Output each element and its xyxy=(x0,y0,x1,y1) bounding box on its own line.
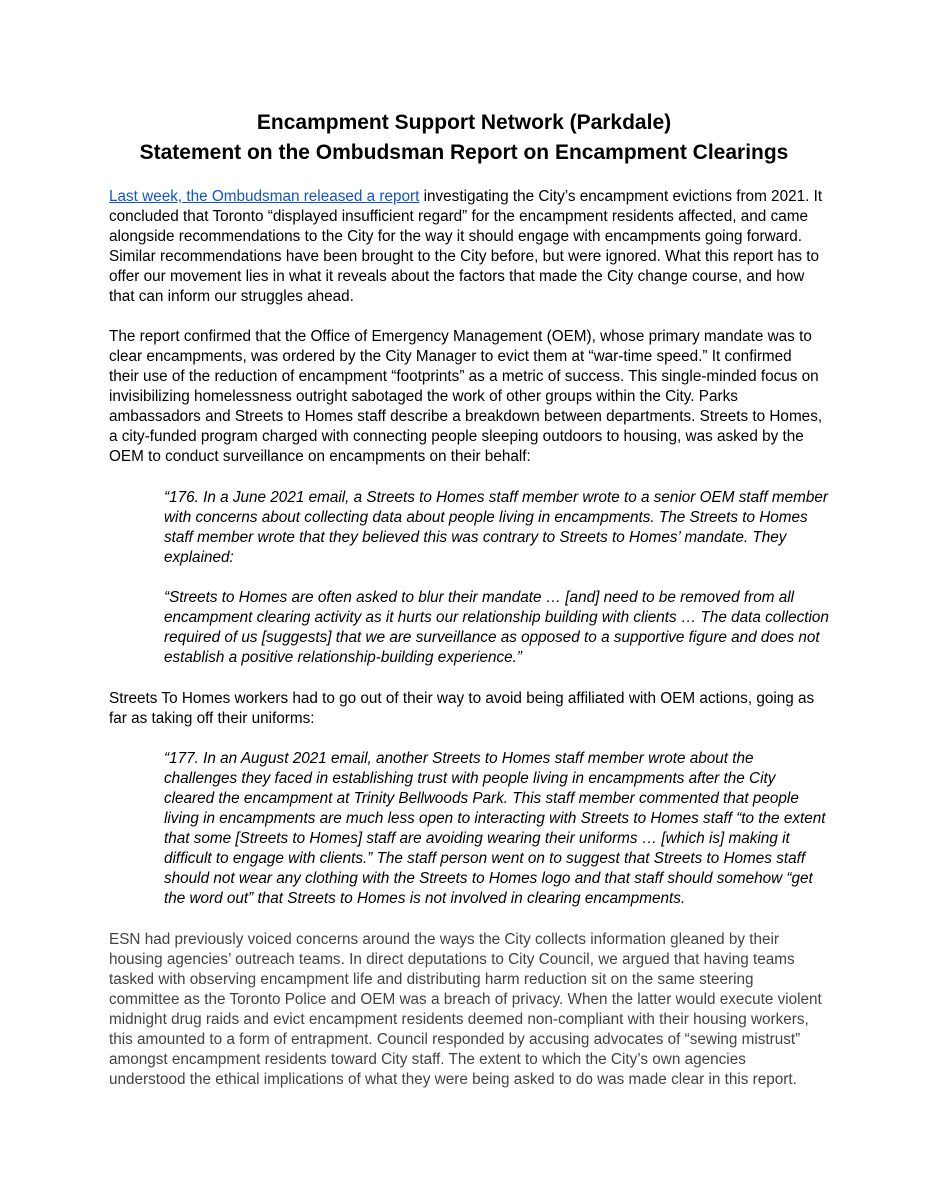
quote-177: “177. In an August 2021 email, another Streets to Homes staff member wrote about the challenges they faced in establishing trust with people living in encampments after the City cleared the encampment at Trinity Bellwoods Park. This staff member commented that people living in encampments are much less open to interacting with Streets to Homes staff “to the extent that some [Streets to Homes] staff are avoiding wearing their uniforms … [which is] making it difficult to engage with clients.” The staff person went on to suggest that Streets to Homes staff should not wear any clothing with the Streets to Homes logo and that staff should somehow “get the word out” that Streets to Homes is not involved in clearing encampments. xyxy=(164,750,826,907)
ombudsman-report-link[interactable]: Last week, the Ombudsman released a report xyxy=(109,188,420,205)
paragraph-esn-concerns: ESN had previously voiced concerns around the ways the City collects information gleaned by their housing agencies’ outreach teams. In direct deputations to City Council, we argued that having teams tasked with observing encampment life and distributing harm reduction sit on the same steering committee as the Toronto Police and OEM was a breach of privacy. When the latter would execute violent midnight drug raids and evict encampment residents deemed non-compliant with their housing workers, this amounted to a form of entrapment. Council responded by accusing advocates of “sewing mistrust” amongst encampment residents toward City staff. The extent to which the City’s own agencies understood the ethical implications of what they were being asked to do was made clear in this report. xyxy=(109,931,822,1088)
paragraph-uniforms: Streets To Homes workers had to go out of their way to avoid being affiliated with OEM actions, going as far as taking off their uniforms: xyxy=(109,690,815,727)
title-line-2: Statement on the Ombudsman Report on Encampment Clearings xyxy=(139,141,789,164)
title-line-1: Encampment Support Network (Parkdale) xyxy=(256,111,672,134)
document-title xyxy=(0,108,928,168)
paragraph-intro xyxy=(109,187,824,307)
quote-176-email: “Streets to Homes are often asked to blur their mandate … [and] need to be removed from all encampment clearing activity as it hurts our relationship building with clients … The data collection required of us [suggests] that we are surveillance as opposed to a supportive figure and does not establish a positive relationship-building experience.” xyxy=(164,589,829,666)
paragraph-oem: The report confirmed that the Office of Emergency Management (OEM), whose primary mandate was to clear encampments, was ordered by the City Manager to evict them at “war-time speed.” It confirmed their use of the reduction of encampment “footprints” as a metric of success. This single-minded focus on invisibilizing homelessness outright sabotaged the work of other groups within the City. Parks ambassadors and Streets to Homes staff describe a breakdown between departments. Streets to Homes, a city-funded program charged with connecting people sleeping outdoors to housing, was asked by the OEM to conduct surveillance on encampments on their behalf: xyxy=(109,328,823,465)
quote-176: “176. In a June 2021 email, a Streets to Homes staff member wrote to a senior OEM staff member with concerns about collecting data about people living in encampments. The Streets to Homes staff member wrote that they believed this was contrary to Streets to Homes’ mandate. They explained: xyxy=(164,489,829,566)
paragraph-intro-text: investigating the City’s encampment evictions from 2021. It concluded that Toronto “displayed insufficient regard” for the encampment residents affected, and came alongside recommendations to the City for the way it should engage with encampments going forward. Similar recommendations have been brought to the City before, but were ignored. What this report has to offer our movement lies in what it reveals about the factors that made the City change course, and how that can inform our struggles ahead. xyxy=(109,188,823,305)
